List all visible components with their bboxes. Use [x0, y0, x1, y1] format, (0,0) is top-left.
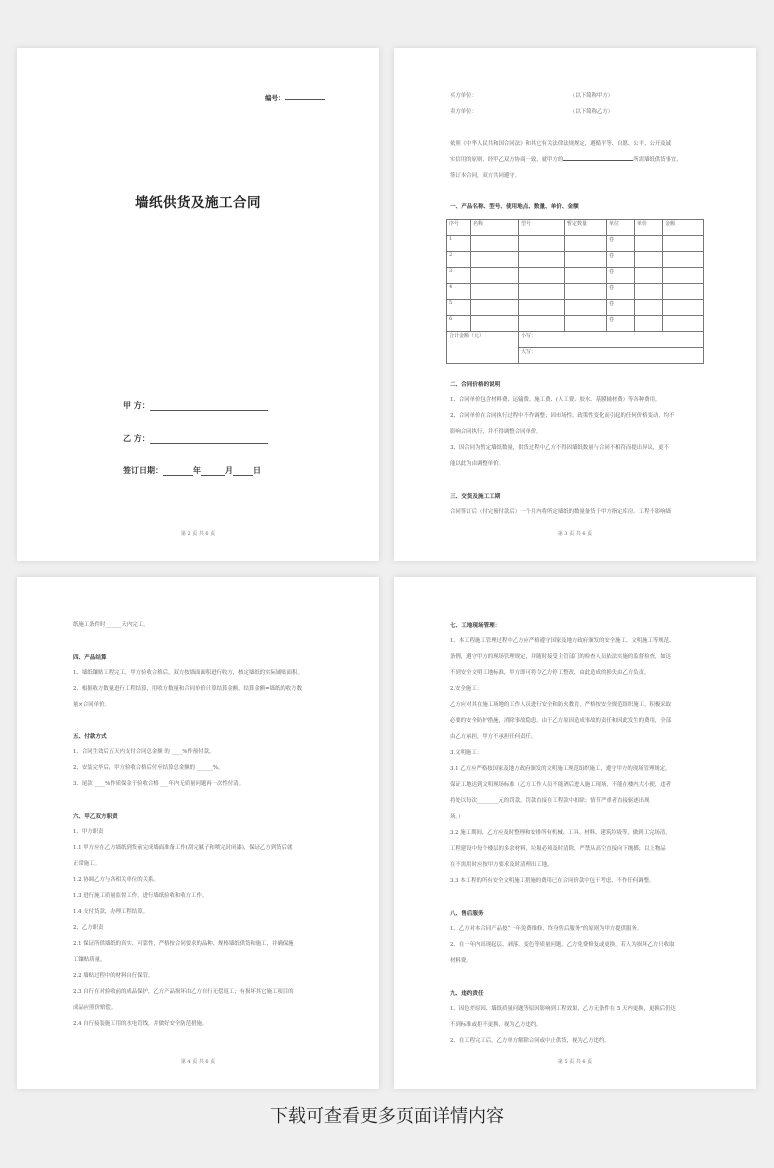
cell — [471, 284, 519, 300]
para: 2、合同单价在合同执行过程中不作调整；因市场性、政策性变化而引起的任何价格变动，均不 — [450, 413, 675, 419]
para: 1、墙纸镶贴工程完工，甲方验收合格后，双方按墙面面积进行收方，核定墙纸的实际铺贴面积。 — [73, 670, 303, 676]
cell — [471, 316, 519, 332]
para: 2.安全施工： — [450, 686, 483, 692]
page-footer: 第 5 页 共 6 页 — [557, 1059, 593, 1065]
party-b-blank — [150, 436, 268, 444]
cell — [471, 300, 519, 316]
party-a-row — [123, 400, 268, 411]
section-6-heading: 六、甲乙双方职责 — [73, 814, 118, 820]
cell — [663, 236, 704, 252]
cell — [635, 284, 663, 300]
party-b-row — [123, 433, 268, 444]
sign-date-row — [123, 465, 261, 476]
buyer-note: （以下简称甲方） — [570, 93, 614, 99]
year-blank — [163, 468, 193, 476]
page-footer: 第 4 页 共 6 页 — [180, 1059, 216, 1065]
para: 2、安装完毕后，甲方验收合格后付至结算总金额的 ______%。 — [73, 765, 224, 771]
intro-line-3: 签订本合同，双方共同遵守。 — [450, 173, 521, 179]
unit-cell: 卷 — [607, 268, 635, 284]
cell — [519, 236, 565, 252]
para: 1、甲方职责 — [73, 829, 104, 835]
table-row — [447, 252, 704, 268]
col-header: 单价 — [635, 220, 663, 236]
para: 乙方应对其在施工场地的工作人员进行安全和防火教育，严格按安全规范组织施工，积极采取 — [450, 702, 672, 708]
page-3 — [394, 48, 756, 561]
para: 1.2 协调乙方与各相关单位的关系。 — [73, 877, 159, 883]
para: 场。） — [450, 814, 464, 820]
row-index: 3 — [447, 268, 471, 284]
year-label: 年 — [193, 465, 201, 475]
col-header: 序号 — [447, 220, 471, 236]
para: 由乙方承担，甲方不承担任何责任。 — [450, 734, 537, 740]
para: 工程建设中每个楼层的多余材料，垃圾必须及时清除，严禁从高空直接向下抛掷；以上物品 — [450, 846, 666, 852]
cell — [635, 236, 663, 252]
section-4-heading: 四、产品结算 — [73, 655, 107, 661]
para: 2.2 墙贴过程中的材料自行保管。 — [73, 973, 154, 979]
cell — [519, 316, 565, 332]
cell — [663, 316, 704, 332]
para: 2、根据收方数量进行工程结算，用收方数量和合同单价计算结算金额，结算金额=墙纸的收方数 — [73, 686, 302, 692]
col-header: 单位 — [607, 220, 635, 236]
day-label: 日 — [253, 465, 261, 475]
para: 1.3 进行施工质量监督工作，进行墙纸验收和收方工作。 — [73, 893, 208, 899]
para: 1、本工程施工管理过程中乙方应严格遵守国家及地方政府颁发的安全施工、文明施工等规范、 — [450, 638, 675, 644]
cell — [565, 284, 607, 300]
table-header-row — [447, 220, 704, 236]
page-footer: 第 2 页 共 6 页 — [180, 531, 216, 537]
intro-line-1: 依照《中华人民共和国合同法》和其它有关法律法规规定，遵循平等、自愿、公平、公开及诚 — [450, 141, 672, 147]
para: 在不需用时应按甲方要求及时清理出工地。 — [450, 862, 553, 868]
sign-date-label: 签订日期： — [123, 465, 163, 475]
unit-cell: 卷 — [607, 316, 635, 332]
section-9-heading: 九、违约责任 — [450, 991, 484, 997]
month-blank — [201, 468, 225, 476]
row-index: 4 — [447, 284, 471, 300]
cell — [565, 300, 607, 316]
section-1-heading: 一、产品名称、型号、使用地点、数量、单价、金额 — [450, 204, 579, 210]
para: 1.4 支付货款，办理工程结算。 — [73, 909, 148, 915]
table-row — [447, 316, 704, 332]
seller-label: 卖方单位： — [450, 109, 477, 115]
row-index: 1 — [447, 236, 471, 252]
section-5-heading: 五、付款方式 — [73, 734, 107, 740]
page-footer: 第 3 页 共 6 页 — [557, 531, 593, 537]
page-5 — [394, 577, 756, 1089]
cell — [565, 268, 607, 284]
intro-text-2: 实信用的原则，经甲乙双方协商一致，就甲方的 — [450, 157, 564, 163]
product-table — [446, 219, 704, 364]
intro-line-2 — [450, 156, 682, 164]
para: 将处以每次________元的罚款，罚款直接在工程款中扣除；情节严重者直接驱逐出现 — [450, 798, 650, 804]
contract-number — [265, 93, 325, 102]
para: 保证工地达到文明现场标准（乙方工作人员不能酒后进入施工现场，不能在楼内大小便，违者 — [450, 782, 672, 788]
para: 材料费。 — [450, 958, 472, 964]
para: 不到安全文明工地标准，甲方即可将令乙方停工整改，由此造成的损失由乙方负责。 — [450, 670, 650, 676]
para: 工镶贴质量。 — [73, 957, 106, 963]
col-header: 型号 — [519, 220, 565, 236]
para: 合同签订后（付完预付款后）一个月内将所定墙纸的数量备货于甲方指定库房。工程不影响墙 — [450, 509, 672, 515]
para: 3.文明施工： — [450, 750, 483, 756]
cell — [663, 300, 704, 316]
para: 1、合同单价包含材料费、运输费、施工费、(人工费、胶水、基膜辅材费）等各种费用。 — [450, 397, 661, 403]
cell — [519, 300, 565, 316]
para: 3.3 本工程的所有安全文明施工措施的费用已在合同价款中包干考虑，不作任何调整。 — [450, 878, 655, 884]
party-a-blank — [150, 403, 268, 411]
col-header: 暂定数量 — [565, 220, 607, 236]
para: 3、因合同为暂定墙纸数量，供货过程中乙方不得因墙纸数量与合同不相符而提出异议，更不 — [450, 445, 670, 451]
total-row — [447, 332, 704, 348]
para: 3、尾款 ____%作质保金于验收合格 ___年内无质量问题再一次性付清。 — [73, 781, 245, 787]
section-7-heading: 七、工地现场管理： — [450, 623, 501, 629]
day-blank — [233, 468, 253, 476]
party-b-label: 乙 方： — [123, 433, 150, 443]
cell — [565, 252, 607, 268]
section-8-heading: 八、售后服务 — [450, 911, 484, 917]
party-a-label: 甲 方： — [123, 400, 150, 410]
cell — [663, 284, 704, 300]
cell — [519, 252, 565, 268]
page-cover — [17, 48, 379, 561]
row-index: 2 — [447, 252, 471, 268]
row-index: 5 — [447, 300, 471, 316]
month-label: 月 — [225, 465, 233, 475]
para: 2、在工程完工后，乙方单方解除合同或中止供货，视为乙方违约。 — [450, 1038, 610, 1044]
total-big: 大写： — [519, 348, 704, 364]
unit-cell: 卷 — [607, 284, 635, 300]
row-index: 6 — [447, 316, 471, 332]
cell — [471, 268, 519, 284]
buyer-label: 买方单位： — [450, 93, 477, 99]
para: 2.1 保证所供墙纸的真实、可靠性，严格按合同要求的品种、规格墙纸供货和施工，并确保施 — [73, 941, 294, 947]
para: 1、合同生效后五天内支付合同总金额 的 ____%作预付款。 — [73, 749, 215, 755]
para: 量×合同单价。 — [73, 702, 110, 708]
table-row — [447, 284, 704, 300]
section-2-heading: 二、合同价格的说明 — [450, 382, 501, 388]
para: 1、乙方对本合同产品按“一年免费维修，终身售后服务”的原则为甲方提供服务。 — [450, 926, 643, 932]
para: 条例，遵守甲方的现场管理规定，并随时接受主管部门的检查人员依法实施的监督检查，如达 — [450, 654, 672, 660]
para: 不到标准或拒不更换，视为乙方违约。 — [450, 1022, 542, 1028]
intro-text-2b: 所需墙纸供货事宜， — [633, 157, 682, 163]
cell — [635, 300, 663, 316]
para: 能以此为由调整单价。 — [450, 461, 504, 467]
cell — [635, 316, 663, 332]
intro-blank — [563, 156, 633, 161]
cell — [635, 268, 663, 284]
table-row — [447, 300, 704, 316]
cell — [471, 252, 519, 268]
col-header: 金额 — [663, 220, 704, 236]
cell — [519, 268, 565, 284]
para: 1.1 甲方应在乙方墙纸到货前完成墙面准备工作(刮完腻子和喷完封闭漆)，保证乙方到货后就 — [73, 845, 293, 851]
para: 必要的安全防护措施，消除事故隐患，由于乙方原因造成事故的责任和因此发生的费用，全部 — [450, 718, 672, 724]
unit-cell: 卷 — [607, 252, 635, 268]
para: 1、因色差原因、墙纸质量问题等原因影响到工程效果，乙方无条件在 5 天内更换，更换后仍达 — [450, 1006, 676, 1012]
cell — [663, 252, 704, 268]
table-row — [447, 236, 704, 252]
cell — [565, 236, 607, 252]
para: 2.4 自行接装施工用的水电管线，并做好安全防范措施。 — [73, 1021, 208, 1027]
number-label: 编号： — [265, 94, 285, 102]
para: 正常施工。 — [73, 861, 100, 867]
total-small: 小写： — [519, 332, 704, 348]
para: 2.3 自行在对验收前的成品保护，乙方产品损坏由乙方自行无偿返工；有损坏其它施工项目的 — [73, 989, 294, 995]
unit-cell: 卷 — [607, 236, 635, 252]
page-4 — [17, 577, 379, 1089]
para: 2、乙方职责 — [73, 925, 104, 931]
cell — [663, 268, 704, 284]
number-blank — [285, 94, 325, 100]
cell — [635, 252, 663, 268]
seller-note: （以下简称乙方） — [570, 109, 614, 115]
cell — [519, 284, 565, 300]
total-label: 合计金额（元） — [447, 332, 519, 364]
cell — [471, 236, 519, 252]
col-header: 名称 — [471, 220, 519, 236]
table-row — [447, 268, 704, 284]
para: 3.1 乙方应严格按国家及地方政府颁发的文明施工现范组织施工，遵守甲方的现场管理规定， — [450, 766, 671, 772]
para: 3.2 施工期间，乙方应及时整理和安排所有机械、工具、材料、建筑垃圾等，做到工完场清。 — [450, 830, 671, 836]
cell — [565, 316, 607, 332]
para: 2、在一年内出现起层、剥落、变色等质量问题，乙方免费修复或更换，若人为损坏乙方只收取 — [450, 942, 675, 948]
para: 成品应照价赔偿。 — [73, 1005, 117, 1011]
download-caption[interactable]: 下载可查看更多页面详情内容 — [270, 1106, 504, 1127]
para: 纸施工条件时______天内完工。 — [73, 622, 149, 628]
section-3-heading: 三、交货及施工工期 — [450, 494, 501, 500]
page-title: 墙纸供货及施工合同 — [135, 195, 261, 211]
unit-cell: 卷 — [607, 300, 635, 316]
para: 影响合同执行，并不得调整合同单价。 — [450, 429, 542, 435]
